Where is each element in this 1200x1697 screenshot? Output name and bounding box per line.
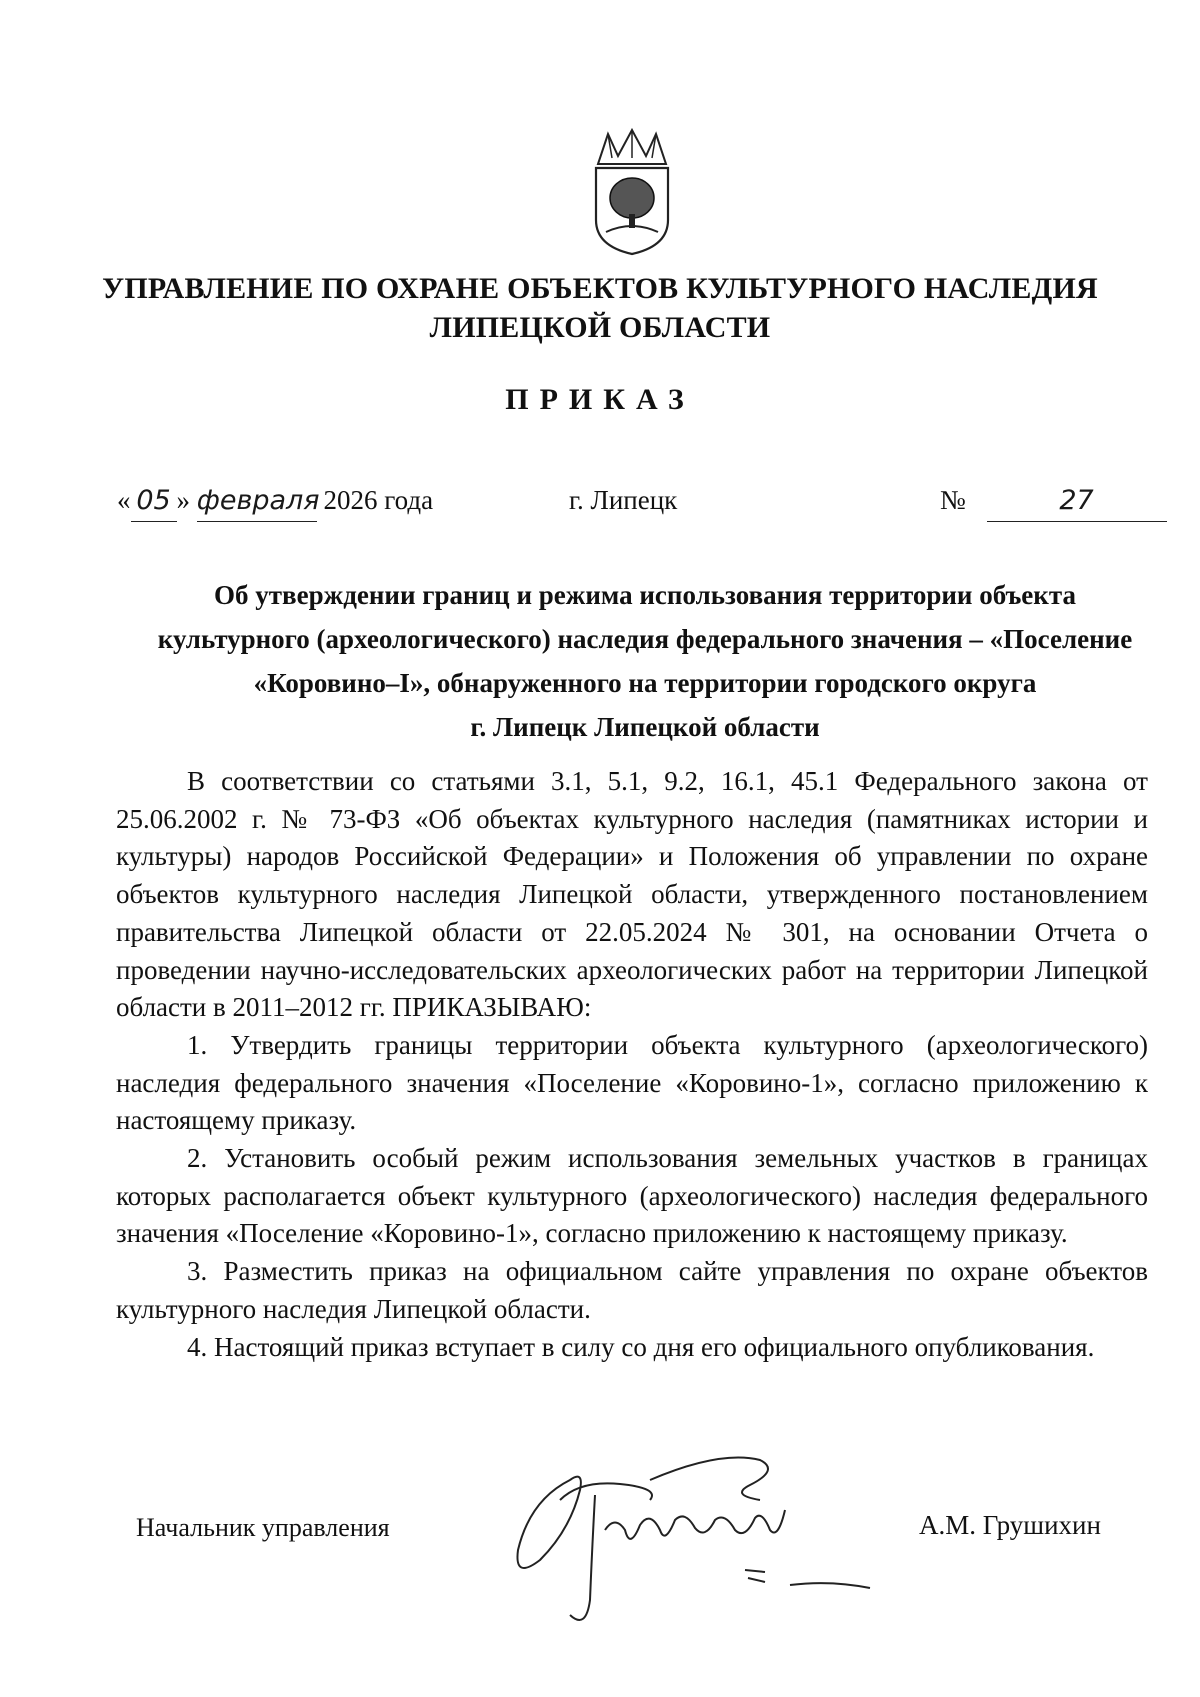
document-body (116, 763, 1148, 1366)
date-open-quote: « (117, 485, 131, 515)
title-line-4: г. Липецк Липецкой области (470, 712, 820, 742)
number-label: № (940, 485, 966, 515)
order-city: г. Липецк (569, 485, 678, 515)
order-item-1: 1. Утвердить границы территории объекта культурного (археологического) наследия федерального значения «Поселение «Коровино-1», согласно приложению к настоящему приказу. (116, 1029, 1148, 1136)
title-line-3: «Коровино–I», обнаруженного на территории городского округа (253, 668, 1037, 698)
document-type: ПРИКАЗ (505, 383, 695, 416)
date-month: февраля (197, 481, 317, 522)
order-item-4: 4. Настоящий приказ вступает в силу со дня его официального опубликования. (187, 1331, 1095, 1362)
organization-name-line1: УПРАВЛЕНИЕ ПО ОХРАНЕ ОБЪЕКТОВ КУЛЬТУРНОГО НАСЛЕДИЯ (102, 272, 1098, 305)
document-title (100, 573, 1190, 749)
coat-of-arms-icon (588, 128, 676, 256)
order-date (117, 480, 433, 520)
order-number (940, 480, 1167, 520)
signatory-position: Начальник управления (136, 1513, 390, 1542)
date-year: 2026 года (323, 485, 434, 515)
order-item-3: 3. Разместить приказ на официальном сайте управления по охране объектов культурного наследия Липецкой области. (116, 1256, 1148, 1324)
order-item-2: 2. Установить особый режим использования земельных участков в границах которых располагается объект культурного (археологического) наследия федерального значения «Поселение «Коровино-1», согласно приложению к настоящему приказу. (116, 1143, 1148, 1249)
title-line-2: культурного (археологического) наследия федерального значения – «Поселение (157, 624, 1133, 654)
preamble-paragraph: В соответствии со статьями 3.1, 5.1, 9.2, 16.1, 45.1 Федерального закона от 25.06.2002 г. № 73-ФЗ «Об объектах культурного наследия (памятниках истории и культуры) народов Российской Федерации» и Положения об управлении по охране объектов культурного наследия Липецкой области, утвержденного постановлением правительства Липецкой области от 22.05.2024 № 301, на основании Отчета о проведении научно-исследовательских археологических работ на территории Липецкой области в 2011–2012 гг. ПРИКАЗЫВАЮ: (116, 766, 1148, 1023)
signatory-name: А.М. Грушихин (919, 1510, 1101, 1540)
title-line-1: Об утверждении границ и режима использования территории объекта (214, 580, 1076, 610)
date-day: 05 (131, 481, 177, 522)
handwritten-signature-icon (500, 1440, 920, 1640)
date-close-quote: » (176, 485, 190, 515)
number-value: 27 (987, 481, 1167, 522)
organization-name-line2: ЛИПЕЦКОЙ ОБЛАСТИ (429, 311, 771, 344)
